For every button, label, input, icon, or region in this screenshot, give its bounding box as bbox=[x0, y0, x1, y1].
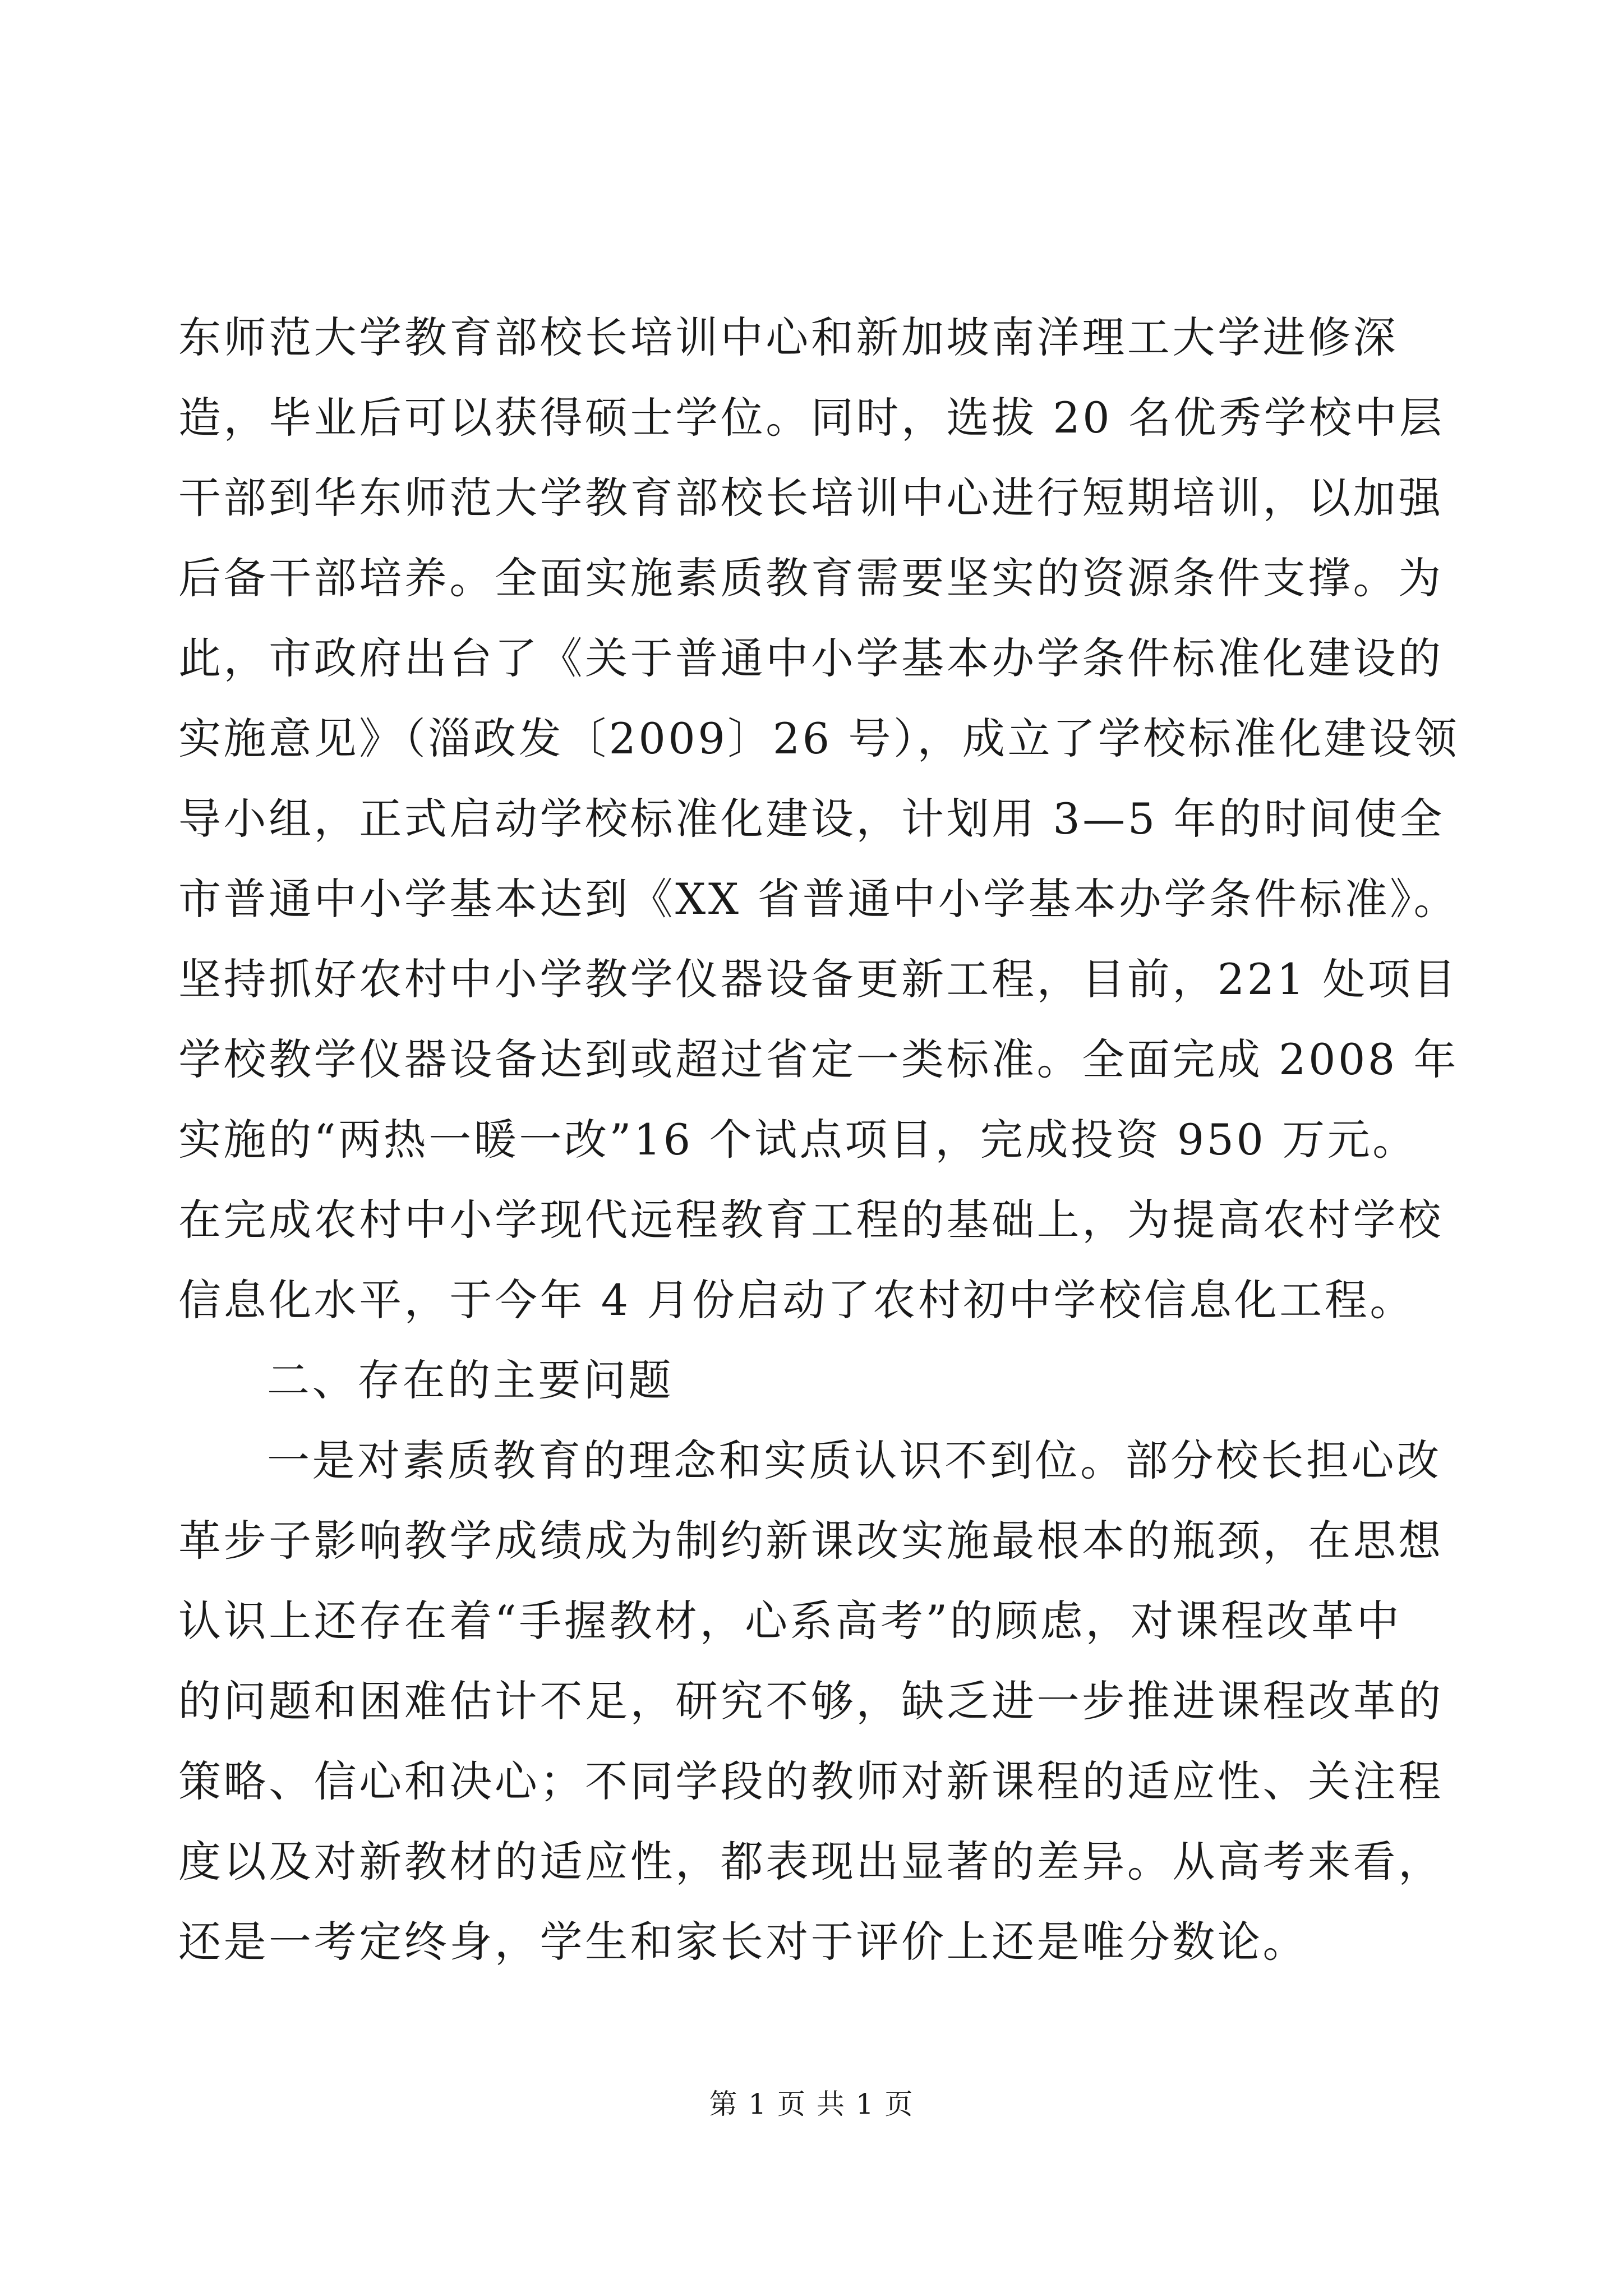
paragraph-line: 度以及对新教材的适应性，都表现出显著的差异。从高考来看， bbox=[178, 1837, 1444, 1887]
paragraph-line: 认识上还存在着“手握教材，心系高考”的顾虑，对课程改革中 bbox=[178, 1596, 1402, 1646]
paragraph-line: 实施意见》（淄政发〔2009〕26 号），成立了学校标准化建设领 bbox=[178, 714, 1460, 763]
paragraph-line: 东师范大学教育部校长培训中心和新加坡南洋理工大学进修深 bbox=[178, 312, 1399, 362]
paragraph-line: 信息化水平，于今年 4 月份启动了农村初中学校信息化工程。 bbox=[178, 1275, 1415, 1325]
document-body bbox=[178, 297, 1460, 1982]
paragraph-line: 市普通中小学基本达到《XX 省普通中小学基本办学条件标准》。 bbox=[178, 874, 1459, 924]
paragraph-line: 此，市政府出台了《关于普通中小学基本办学条件标准化建设的 bbox=[178, 633, 1444, 683]
paragraph-line: 坚持抓好农村中小学教学仪器设备更新工程，目前，221 处项目 bbox=[178, 954, 1459, 1004]
section-heading: 二、存在的主要问题 bbox=[267, 1355, 674, 1405]
paragraph-line: 干部到华东师范大学教育部校长培训中心进行短期培训，以加强 bbox=[178, 473, 1444, 523]
paragraph-line: 实施的“两热一暖一改”16 个试点项目，完成投资 950 万元。 bbox=[178, 1115, 1418, 1165]
paragraph-line: 一是对素质教育的理念和实质认识不到位。部分校长担心改 bbox=[267, 1435, 1442, 1485]
paragraph-line: 后备干部培养。全面实施素质教育需要坚实的资源条件支撑。为 bbox=[178, 553, 1444, 603]
paragraph-line: 在完成农村中小学现代远程教育工程的基础上，为提高农村学校 bbox=[178, 1195, 1444, 1245]
page-number-footer: 第 1 页 共 1 页 bbox=[709, 2088, 914, 2120]
paragraph-line: 还是一考定终身，学生和家长对于评价上还是唯分数论。 bbox=[178, 1917, 1308, 1967]
paragraph-line: 的问题和困难估计不足，研究不够，缺乏进一步推进课程改革的 bbox=[178, 1676, 1444, 1726]
paragraph-line: 策略、信心和决心；不同学段的教师对新课程的适应性、关注程 bbox=[178, 1756, 1444, 1806]
paragraph-line: 革步子影响教学成绩成为制约新课改实施最根本的瓶颈，在思想 bbox=[178, 1516, 1444, 1566]
paragraph-line: 导小组，正式启动学校标准化建设，计划用 3—5 年的时间使全 bbox=[178, 794, 1445, 844]
paragraph-line: 学校教学仪器设备达到或超过省定一类标准。全面完成 2008 年 bbox=[178, 1034, 1459, 1084]
paragraph-line: 造，毕业后可以获得硕士学位。同时，选拔 20 名优秀学校中层 bbox=[178, 393, 1445, 443]
